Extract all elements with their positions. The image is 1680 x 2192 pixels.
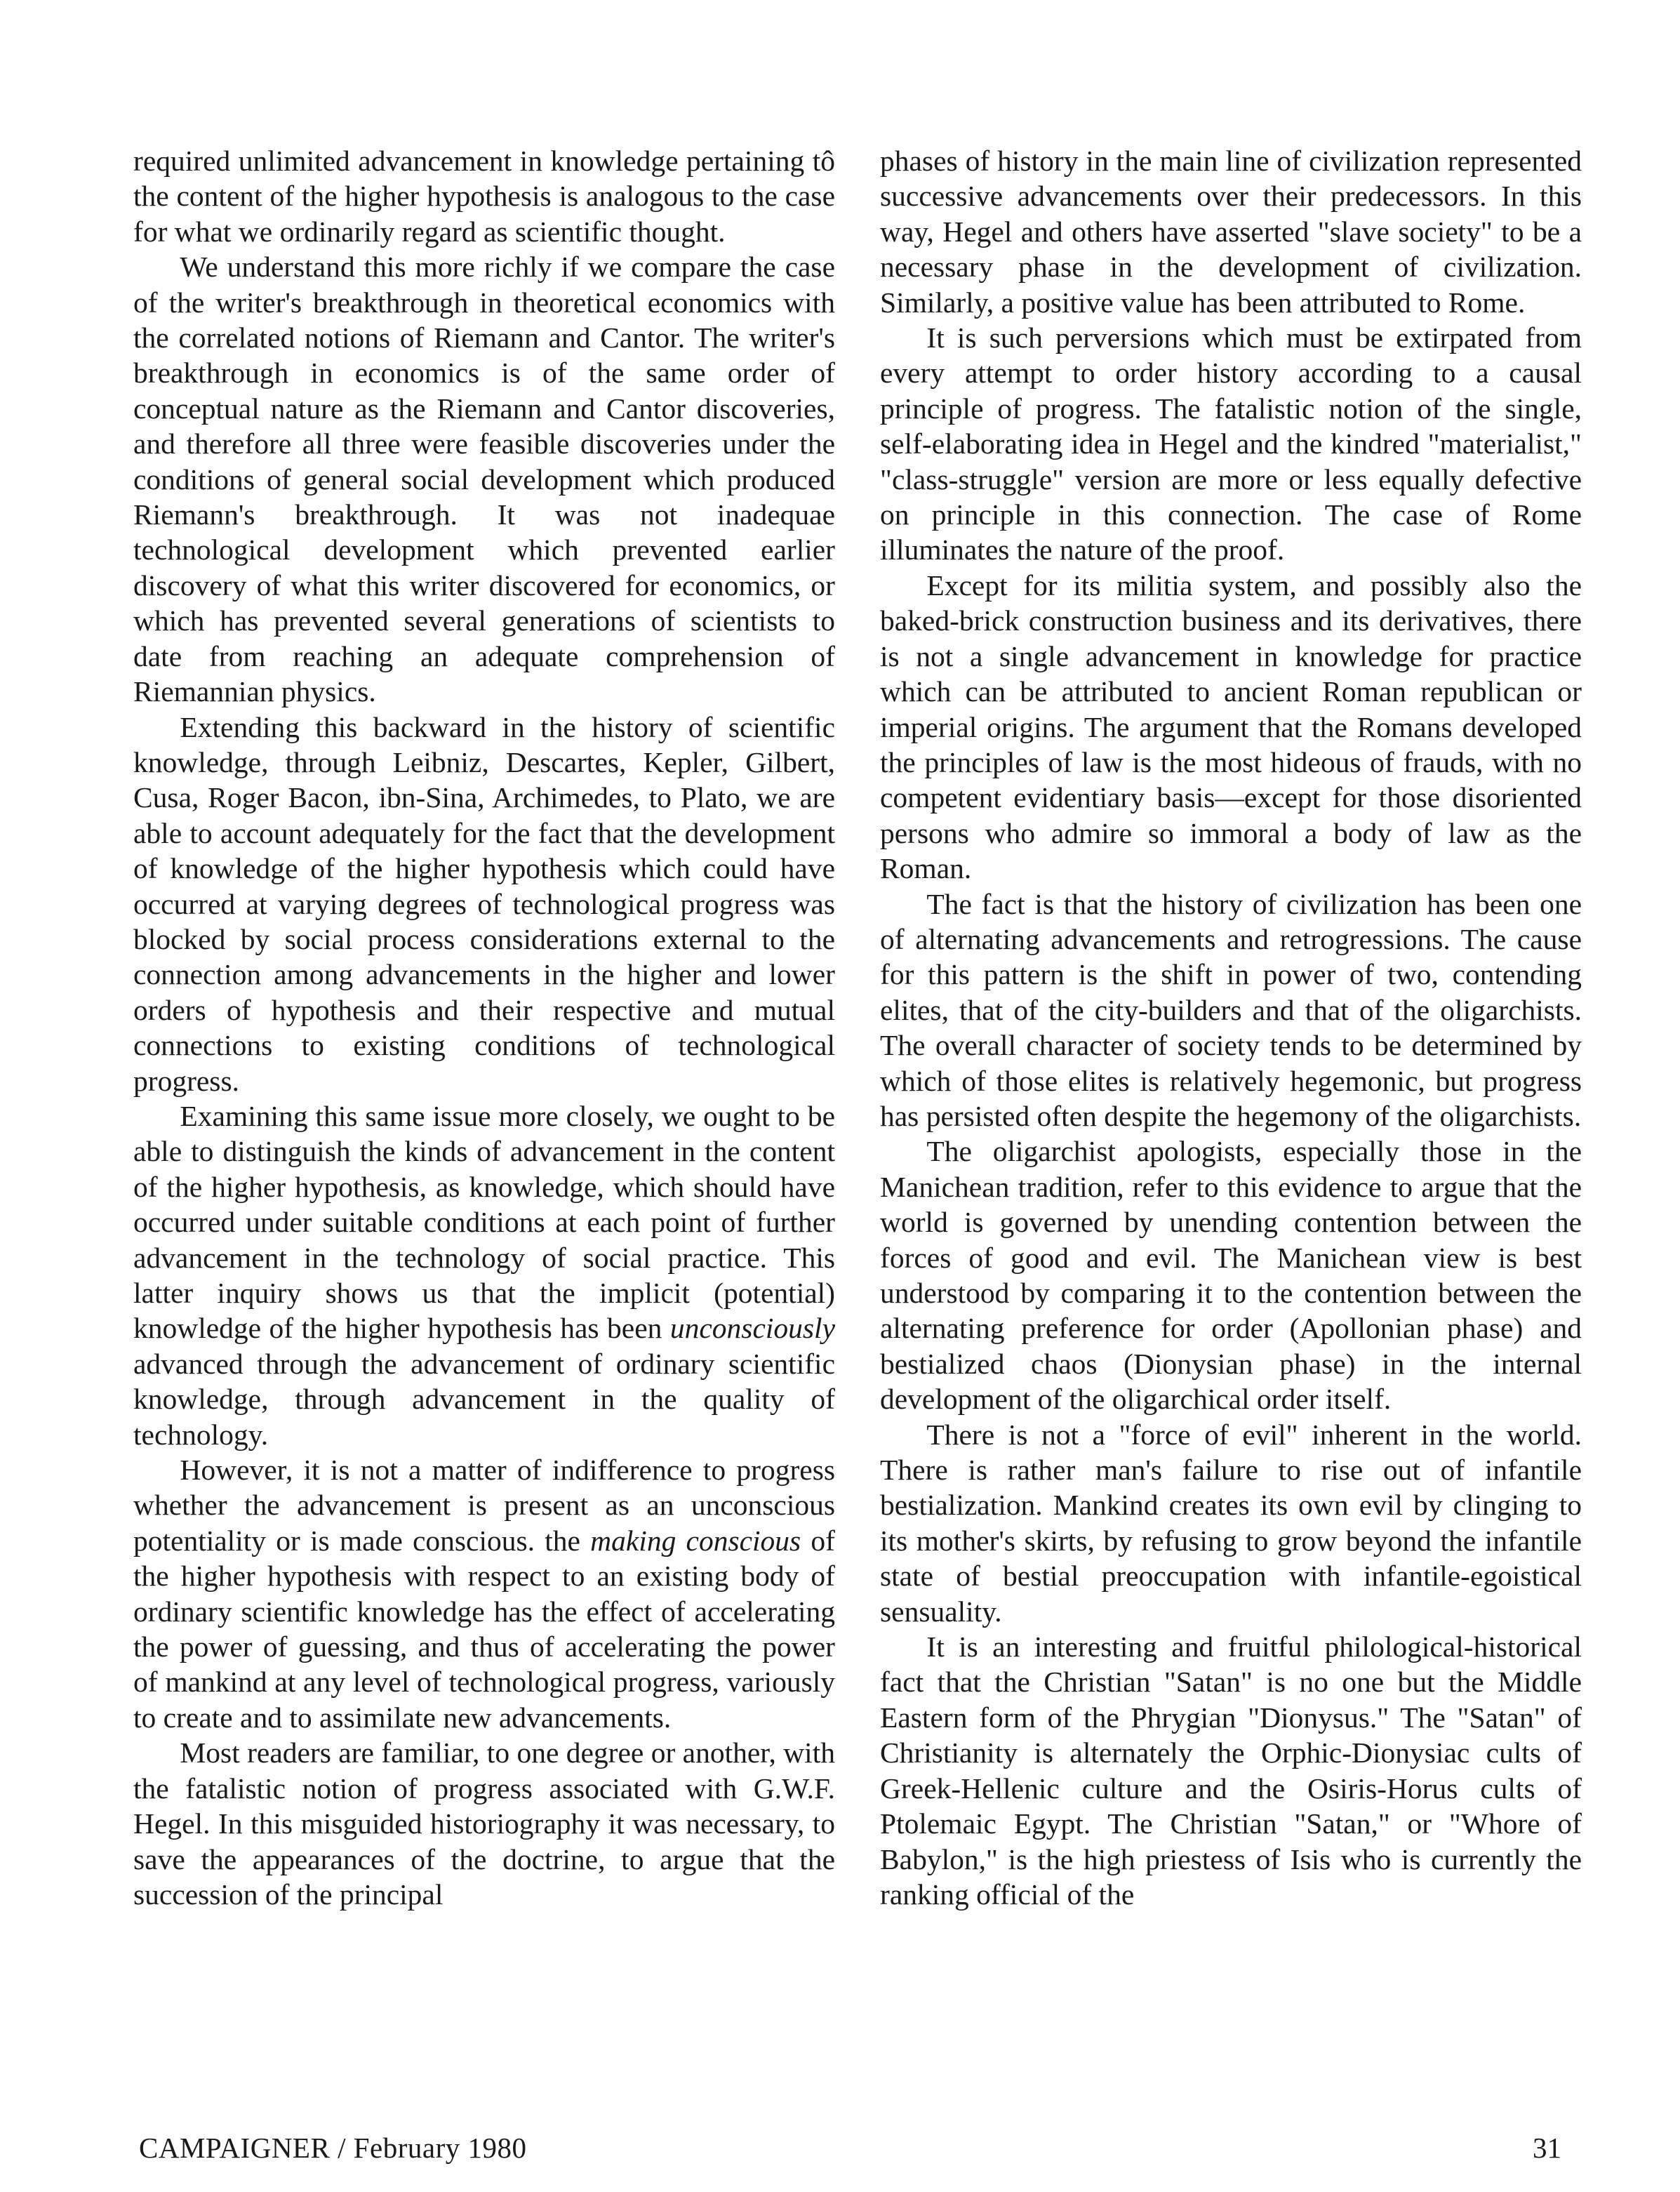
paragraph-text: Examining this same issue more closely, we ought to be able to distinguish the kinds of advancement in the content of the higher hypothesis, as knowledge, which should have occurred under suitable conditions at each point of further advancement in the technology of social practice. This latter inquiry shows us that the implicit (potential) knowledge of the higher hypothesis has been xyxy=(133,1099,835,1345)
emphasis-text: unconsciously xyxy=(669,1312,835,1345)
paragraph-text: However, it is not a matter of indifference to progress whether the advancement is present as an unconscious potentiality or is made conscious. the xyxy=(133,1454,835,1557)
paragraph: It is such perversions which must be extirpated from every attempt to order history according to a causal principle of progress. The fatalistic notion of the single, self-elaborating idea in Hegel and the kindred "materialist," "class-struggle" version are more or less equally defective on principle in this connection. The case of Rome illuminates the nature of the proof. xyxy=(880,321,1582,566)
right-column xyxy=(880,143,1582,1912)
paragraph-text: of the higher hypothesis with respect to an existing body of ordinary scientific knowledge has the effect of accelerating the power of guessing, and thus of accelerating the power of mankind at any level of technological progress, variously to create and to assimilate new advancements. xyxy=(133,1524,835,1734)
paragraph: required unlimited advancement in knowledge pertaining tô the content of the higher hypothesis is analogous to the case for what we ordinarily regard as scientific thought. xyxy=(133,145,835,248)
page-number: 31 xyxy=(1533,2132,1561,2164)
left-column xyxy=(133,143,835,1912)
paragraph: The oligarchist apologists, especially those in the Manichean tradition, refer to this evidence to argue that the world is governed by unending contention between the forces of good and evil. The Manichean view is best understood by comparing it to the contention between the alternating preference for order (Apollonian phase) and bestialized chaos (Dionysian phase) in the internal development of the oligarchical order itself. xyxy=(880,1135,1582,1416)
paragraph: We understand this more richly if we compare the case of the writer's breakthrough in theoretical economics with the correlated notions of Riemann and Cantor. The writer's breakthrough in economics is of the same order of conceptual nature as the Riemann and Cantor discoveries, and therefore all three were feasible discoveries under the conditions of general social development which produced Riemann's breakthrough. It was not inadequae technological development which prevented earlier discovery of what this writer discovered for economics, or which has prevented several generations of scientists to date from reaching an adequate comprehension of Riemannian physics. xyxy=(133,251,835,708)
paragraph: Most readers are familiar, to one degree or another, with the fatalistic notion of progress associated with G.W.F. Hegel. In this misguided historiography it was necessary, to save the appearances of the doctrine, to argue that the succession of the principal xyxy=(133,1736,835,1911)
paragraph: Except for its militia system, and possibly also the baked-brick construction business and its derivatives, there is not a single advancement in knowledge for practice which can be attributed to ancient Roman republican or imperial origins. The argument that the Romans developed the principles of law is the most hideous of frauds, with no competent evidentiary basis—except for those disoriented persons who admire so immoral a body of law as the Roman. xyxy=(880,569,1582,885)
paragraph: phases of history in the main line of civilization represented successive advancements over their predecessors. In this way, Hegel and others have asserted "slave society" to be a necessary phase in the development of civilization. Similarly, a positive value has been attributed to Rome. xyxy=(880,145,1582,319)
paragraph xyxy=(133,1452,835,1735)
paragraph: Extending this backward in the history of scientific knowledge, through Leibniz, Descartes, Kepler, Gilbert, Cusa, Roger Bacon, ibn-Sina, Archimedes, to Plato, we are able to account adequately for the fact that the development of knowledge of the higher hypothesis which could have occurred at varying degrees of technological progress was blocked by social process considerations external to the connection among advancements in the higher and lower orders of hypothesis and their respective and mutual connections to existing conditions of technological progress. xyxy=(133,710,835,1097)
paragraph xyxy=(133,1098,835,1452)
emphasis-text: making conscious xyxy=(590,1524,801,1557)
paragraph: The fact is that the history of civilization has been one of alternating advancements and retrogressions. The cause for this pattern is the shift in power of two, contending elites, that of the city-builders and that of the oligarchists. The overall character of society tends to be determined by which of those elites is relatively hegemonic, but progress has persisted often despite the hegemony of the oligarchists. xyxy=(880,887,1582,1132)
paragraph: It is an interesting and fruitful philological-historical fact that the Christian "Satan" is no one but the Middle Eastern form of the Phrygian "Dionysus." The "Satan" of Christianity is alternately the Orphic-Dionysiac cults of Greek-Hellenic culture and the Osiris-Horus cults of Ptolemaic Egypt. The Christian "Satan," or "Whore of Babylon," is the high priestess of Isis who is currently the ranking official of the xyxy=(880,1630,1582,1911)
paragraph: There is not a "force of evil" inherent in the world. There is rather man's failure to rise out of infantile bestialization. Mankind creates its own evil by clinging to its mother's skirts, by refusing to grow beyond the infantile state of bestial preoccupation with infantile-egoistical sensuality. xyxy=(880,1418,1582,1628)
paragraph-text: advanced through the advancement of ordinary scientific knowledge, through advancement in the quality of technology. xyxy=(133,1347,835,1451)
publication-footer: CAMPAIGNER / February 1980 xyxy=(139,2132,527,2164)
